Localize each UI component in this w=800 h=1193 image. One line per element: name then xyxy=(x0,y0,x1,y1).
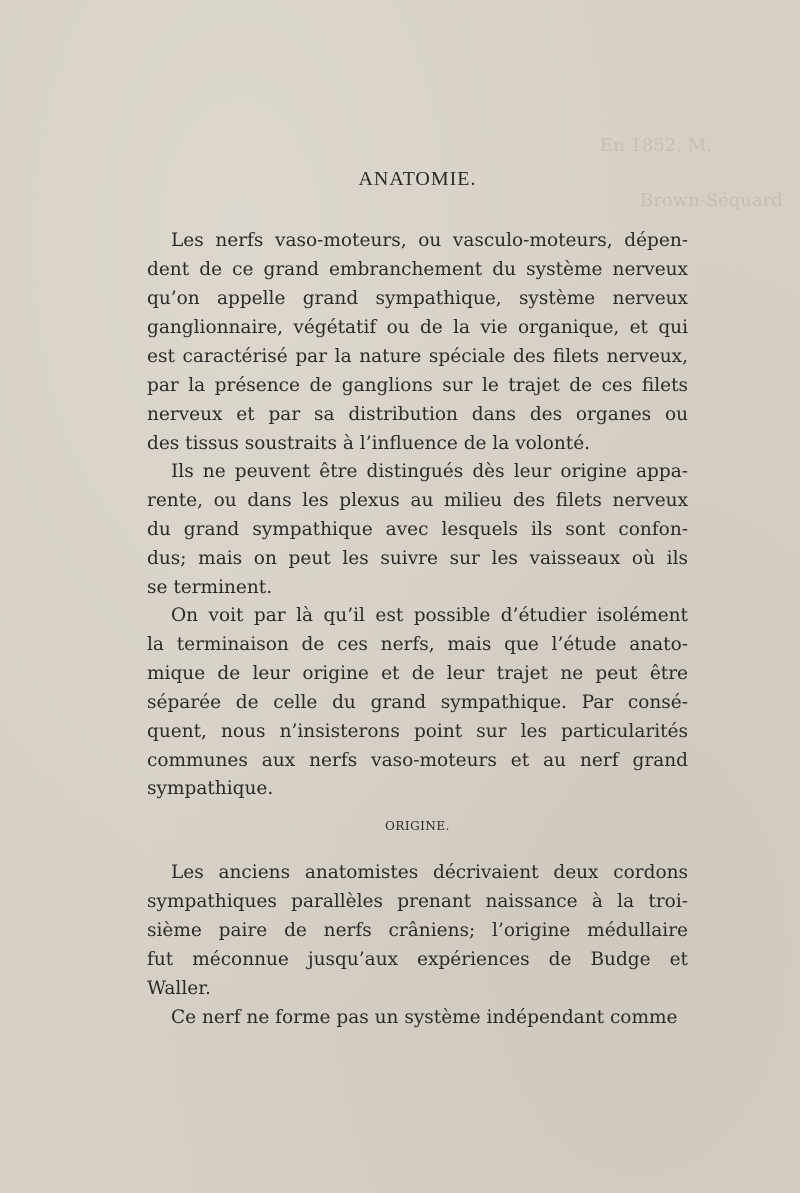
section-heading: ANATOMIE. xyxy=(358,168,477,190)
paragraph-line: ganglionnaire, végétatif ou de la vie organique, et qui xyxy=(147,317,688,338)
paragraph-line: Ils ne peuvent être distingués dès leur origine appa- xyxy=(171,461,688,482)
show-through-texture: En 1852, M. xyxy=(600,135,712,156)
paragraph-line: On voit par là qu’il est possible d’étudier isolément xyxy=(171,605,688,626)
paragraph-line: des tissus soustraits à l’influence de la volonté. xyxy=(147,433,591,454)
paragraph-line: séparée de celle du grand sympathique. Par consé- xyxy=(147,692,688,713)
paragraph-line: Les nerfs vaso-moteurs, ou vasculo-moteurs, dépen- xyxy=(171,230,688,251)
section-subheading: ORIGINE. xyxy=(384,819,450,833)
paragraph-line: sympathiques parallèles prenant naissance à la troi- xyxy=(147,891,688,912)
paragraph-line: Les anciens anatomistes décrivaient deux cordons xyxy=(171,862,688,883)
paragraph-line: se terminent. xyxy=(147,577,273,598)
paragraph-line: quent, nous n’insisterons point sur les particularités xyxy=(147,721,688,742)
paragraph-line: la terminaison de ces nerfs, mais que l’étude anato- xyxy=(147,634,688,655)
paragraph-line: dus; mais on peut les suivre sur les vaisseaux où ils xyxy=(147,548,688,569)
paragraph-line: mique de leur origine et de leur trajet ne peut être xyxy=(147,663,688,684)
paragraph-line: qu’on appelle grand sympathique, système nerveux xyxy=(147,288,688,309)
paragraph-line: sième paire de nerfs crâniens; l’origine médullaire xyxy=(147,920,688,941)
paragraph-line: Ce nerf ne forme pas un système indépendant comme xyxy=(171,1007,678,1028)
paragraph-line: Waller. xyxy=(147,978,211,999)
paragraph-line: par la présence de ganglions sur le trajet de ces filets xyxy=(147,375,688,396)
paragraph-line: fut méconnue jusqu’aux expériences de Budge et xyxy=(147,949,688,970)
paragraph-line: dent de ce grand embranchement du système nerveux xyxy=(147,259,688,280)
paragraph-line: communes aux nerfs vaso-moteurs et au nerf grand xyxy=(147,750,688,771)
paragraph-line: rente, ou dans les plexus au milieu des filets nerveux xyxy=(147,490,688,511)
paragraph-line: sympathique. xyxy=(147,778,274,799)
show-through-texture: Brown-Séquard xyxy=(640,190,783,211)
paragraph-line: est caractérisé par la nature spéciale des filets nerveux, xyxy=(147,346,688,367)
paragraph-line: nerveux et par sa distribution dans des organes ou xyxy=(147,404,688,425)
paragraph-line: du grand sympathique avec lesquels ils sont confon- xyxy=(147,519,688,540)
